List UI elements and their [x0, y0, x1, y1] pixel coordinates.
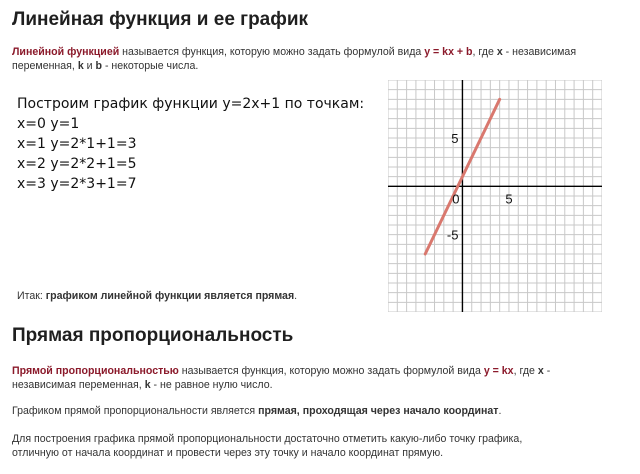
calculation-block — [17, 94, 364, 194]
construction-paragraph: Для построения графика прямой пропорциональности достаточно отметить какую-либо точку графика, отличную от начала координат и провести через эту точку и начало координат прямую. — [12, 433, 523, 459]
calculation-heading: Построим график функции y=2x+1 по точкам: — [17, 96, 365, 112]
x-tick-label: 0 — [452, 191, 460, 207]
graph-statement: Графиком прямой пропорциональности является прямая, проходящая через начало координат. — [12, 405, 502, 417]
section1-title: Линейная функция и ее график — [12, 9, 309, 30]
y-tick-label: 5 — [451, 131, 459, 146]
x-tick-label: 5 — [505, 191, 513, 207]
function-graph — [388, 80, 602, 312]
y-tick-label: -5 — [446, 227, 459, 243]
calculation-row: x=0 y=1 — [17, 116, 80, 132]
calculation-row: x=3 y=2*3+1=7 — [17, 176, 137, 192]
proportionality-definition: Прямой пропорциональностью называется функция, которую можно задать формулой вида y = kx, где x - независимая переменная, k - не равное нулю число. — [12, 365, 551, 391]
graph-statement-bold: прямая, проходящая через начало координат — [258, 405, 499, 417]
formula: y = kx + b — [424, 46, 473, 58]
calculation-row: x=1 y=2*1+1=3 — [17, 136, 137, 152]
linear-function-definition: Линейной функцией называется функция, которую можно задать формулой вида y = kx + b, где x - независимая переменная, k и b - некоторые числа. — [12, 46, 577, 72]
section2-title: Прямая пропорциональность — [12, 325, 294, 346]
graph-canvas — [388, 80, 602, 312]
definition-term: Прямой пропорциональностью — [12, 365, 179, 377]
conclusion-line: Итак: графиком линейной функции является прямая. — [17, 290, 298, 302]
formula: y = kx — [483, 365, 514, 377]
conclusion-bold: графиком линейной функции является прямая — [45, 290, 295, 302]
definition-term: Линейной функцией — [12, 46, 120, 58]
calculation-row: x=2 y=2*2+1=5 — [17, 156, 137, 172]
